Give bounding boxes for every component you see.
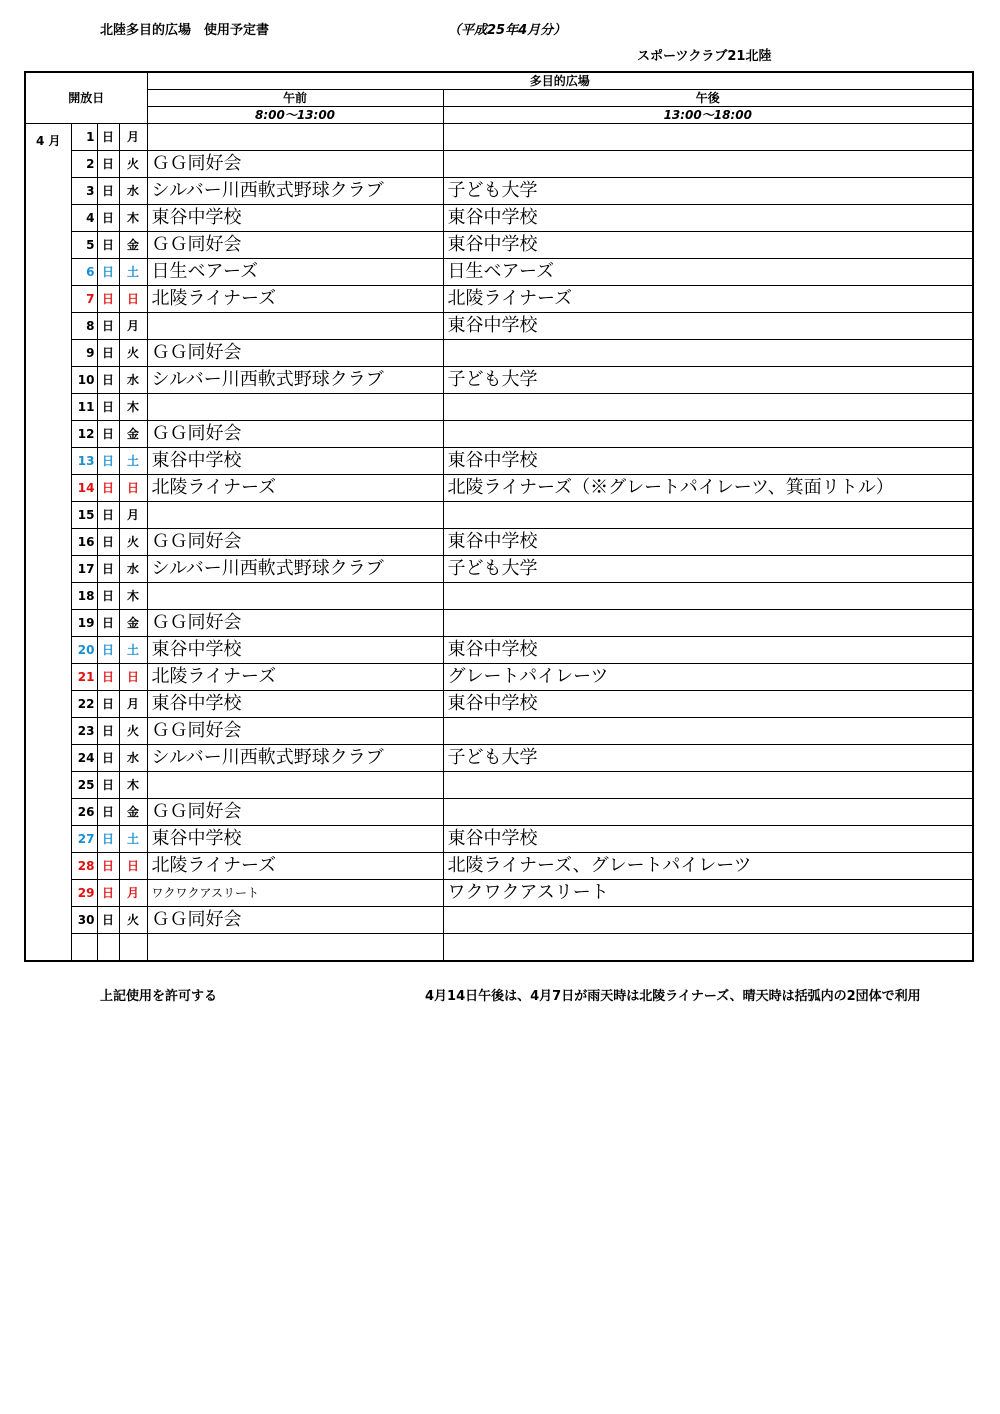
table-row bbox=[25, 259, 973, 286]
day-number: 29 bbox=[71, 880, 97, 907]
club-name: スポーツクラブ21北陸 bbox=[637, 49, 772, 64]
day-suffix: 日 bbox=[97, 232, 119, 259]
pm-booking: 子ども大学 bbox=[443, 556, 973, 583]
approval-text: 上記使用を許可する bbox=[100, 989, 218, 1004]
pm-booking: 東谷中学校 bbox=[443, 448, 973, 475]
day-suffix: 日 bbox=[97, 367, 119, 394]
weekday: 火 bbox=[119, 151, 147, 178]
schedule-table bbox=[24, 71, 974, 962]
pm-booking bbox=[443, 124, 973, 151]
day-number: 28 bbox=[71, 853, 97, 880]
day-number: 4 bbox=[71, 205, 97, 232]
am-header: 午前 bbox=[147, 90, 443, 107]
am-booking bbox=[147, 583, 443, 610]
am-booking: シルバー川西軟式野球クラブ bbox=[147, 745, 443, 772]
weekday: 日 bbox=[119, 286, 147, 313]
am-booking: 北陵ライナーズ bbox=[147, 853, 443, 880]
day-suffix: 日 bbox=[97, 502, 119, 529]
pm-header: 午後 bbox=[443, 90, 973, 107]
weekday: 金 bbox=[119, 421, 147, 448]
am-booking: ワクワクアスリート bbox=[147, 880, 443, 907]
am-booking: ＧＧ同好会 bbox=[147, 799, 443, 826]
table-row bbox=[25, 907, 973, 934]
table-row bbox=[25, 232, 973, 259]
day-suffix: 日 bbox=[97, 448, 119, 475]
weekday: 木 bbox=[119, 772, 147, 799]
pm-booking: 日生ベアーズ bbox=[443, 259, 973, 286]
table-row bbox=[25, 556, 973, 583]
pm-booking bbox=[443, 610, 973, 637]
am-booking bbox=[147, 124, 443, 151]
weekday: 日 bbox=[119, 853, 147, 880]
am-booking: 北陵ライナーズ bbox=[147, 664, 443, 691]
day-number: 13 bbox=[71, 448, 97, 475]
pm-booking: グレートパイレーツ bbox=[443, 664, 973, 691]
weekday: 火 bbox=[119, 340, 147, 367]
am-booking: シルバー川西軟式野球クラブ bbox=[147, 556, 443, 583]
day-number-empty bbox=[71, 934, 97, 962]
day-suffix: 日 bbox=[97, 664, 119, 691]
table-row bbox=[25, 448, 973, 475]
weekday: 木 bbox=[119, 394, 147, 421]
table-row bbox=[25, 637, 973, 664]
table-row bbox=[25, 124, 973, 151]
day-number: 7 bbox=[71, 286, 97, 313]
pm-booking bbox=[443, 718, 973, 745]
weekday: 木 bbox=[119, 205, 147, 232]
day-number: 1 bbox=[71, 124, 97, 151]
pm-time-range: 13:00～18:00 bbox=[443, 107, 973, 124]
day-number: 10 bbox=[71, 367, 97, 394]
am-booking: ＧＧ同好会 bbox=[147, 610, 443, 637]
day-suffix: 日 bbox=[97, 421, 119, 448]
am-booking bbox=[147, 772, 443, 799]
weekday: 日 bbox=[119, 664, 147, 691]
table-row bbox=[25, 799, 973, 826]
day-number: 22 bbox=[71, 691, 97, 718]
am-booking-empty bbox=[147, 934, 443, 962]
day-suffix: 日 bbox=[97, 853, 119, 880]
weekday: 火 bbox=[119, 529, 147, 556]
day-suffix: 日 bbox=[97, 286, 119, 313]
day-suffix: 日 bbox=[97, 772, 119, 799]
weekday: 土 bbox=[119, 637, 147, 664]
am-booking: 東谷中学校 bbox=[147, 691, 443, 718]
day-suffix: 日 bbox=[97, 583, 119, 610]
pm-booking bbox=[443, 772, 973, 799]
pm-booking: 子ども大学 bbox=[443, 745, 973, 772]
table-row bbox=[25, 718, 973, 745]
day-number: 8 bbox=[71, 313, 97, 340]
pm-booking bbox=[443, 340, 973, 367]
weekday: 月 bbox=[119, 502, 147, 529]
day-number: 23 bbox=[71, 718, 97, 745]
pm-booking bbox=[443, 394, 973, 421]
footnote-text: 4月14日午後は、4月7日が雨天時は北陵ライナーズ、晴天時は括弧内の2団体で利用 bbox=[425, 989, 921, 1004]
day-number: 2 bbox=[71, 151, 97, 178]
day-number: 15 bbox=[71, 502, 97, 529]
day-suffix: 日 bbox=[97, 880, 119, 907]
weekday: 金 bbox=[119, 799, 147, 826]
pm-booking: 東谷中学校 bbox=[443, 205, 973, 232]
day-number: 17 bbox=[71, 556, 97, 583]
am-booking bbox=[147, 313, 443, 340]
day-number: 26 bbox=[71, 799, 97, 826]
table-row bbox=[25, 880, 973, 907]
day-number: 11 bbox=[71, 394, 97, 421]
day-number: 9 bbox=[71, 340, 97, 367]
weekday: 金 bbox=[119, 232, 147, 259]
weekday: 水 bbox=[119, 178, 147, 205]
table-row bbox=[25, 664, 973, 691]
am-booking: ＧＧ同好会 bbox=[147, 151, 443, 178]
day-number: 16 bbox=[71, 529, 97, 556]
weekday: 土 bbox=[119, 448, 147, 475]
am-booking: ＧＧ同好会 bbox=[147, 421, 443, 448]
am-booking: ＧＧ同好会 bbox=[147, 340, 443, 367]
document-period: （平成25年4月分） bbox=[448, 23, 567, 38]
open-day-header: 開放日 bbox=[25, 72, 147, 124]
am-booking: 北陵ライナーズ bbox=[147, 286, 443, 313]
table-row bbox=[25, 826, 973, 853]
day-number: 5 bbox=[71, 232, 97, 259]
pm-booking: 北陵ライナーズ、グレートパイレーツ bbox=[443, 853, 973, 880]
document-title: 北陸多目的広場 使用予定書 bbox=[100, 23, 270, 38]
pm-booking-empty bbox=[443, 934, 973, 962]
day-suffix: 日 bbox=[97, 718, 119, 745]
day-number: 20 bbox=[71, 637, 97, 664]
am-booking: シルバー川西軟式野球クラブ bbox=[147, 367, 443, 394]
weekday: 月 bbox=[119, 313, 147, 340]
am-booking bbox=[147, 394, 443, 421]
day-suffix: 日 bbox=[97, 799, 119, 826]
am-booking bbox=[147, 502, 443, 529]
weekday-empty bbox=[119, 934, 147, 962]
am-booking: 東谷中学校 bbox=[147, 637, 443, 664]
table-row bbox=[25, 178, 973, 205]
weekday: 月 bbox=[119, 691, 147, 718]
weekday: 金 bbox=[119, 610, 147, 637]
weekday: 水 bbox=[119, 556, 147, 583]
pm-booking: 東谷中学校 bbox=[443, 313, 973, 340]
weekday: 水 bbox=[119, 367, 147, 394]
table-row bbox=[25, 367, 973, 394]
table-row bbox=[25, 475, 973, 502]
day-number: 30 bbox=[71, 907, 97, 934]
pm-booking bbox=[443, 151, 973, 178]
day-suffix: 日 bbox=[97, 259, 119, 286]
am-booking: ＧＧ同好会 bbox=[147, 529, 443, 556]
pm-booking: 子ども大学 bbox=[443, 178, 973, 205]
weekday: 木 bbox=[119, 583, 147, 610]
day-suffix: 日 bbox=[97, 475, 119, 502]
weekday: 火 bbox=[119, 718, 147, 745]
day-suffix: 日 bbox=[97, 313, 119, 340]
pm-booking: 東谷中学校 bbox=[443, 826, 973, 853]
table-row bbox=[25, 772, 973, 799]
weekday: 土 bbox=[119, 826, 147, 853]
day-suffix: 日 bbox=[97, 691, 119, 718]
am-booking: 日生ベアーズ bbox=[147, 259, 443, 286]
table-row bbox=[25, 934, 973, 962]
table-row bbox=[25, 502, 973, 529]
day-number: 24 bbox=[71, 745, 97, 772]
pm-booking: 子ども大学 bbox=[443, 367, 973, 394]
day-suffix: 日 bbox=[97, 907, 119, 934]
weekday: 水 bbox=[119, 745, 147, 772]
day-suffix: 日 bbox=[97, 394, 119, 421]
day-suffix: 日 bbox=[97, 637, 119, 664]
am-booking: 東谷中学校 bbox=[147, 205, 443, 232]
table-row bbox=[25, 313, 973, 340]
day-suffix-empty bbox=[97, 934, 119, 962]
day-suffix: 日 bbox=[97, 340, 119, 367]
pm-booking bbox=[443, 583, 973, 610]
weekday: 火 bbox=[119, 907, 147, 934]
table-row bbox=[25, 610, 973, 637]
pm-booking: ワクワクアスリート bbox=[443, 880, 973, 907]
day-suffix: 日 bbox=[97, 556, 119, 583]
am-booking: 東谷中学校 bbox=[147, 826, 443, 853]
table-row bbox=[25, 205, 973, 232]
am-booking: ＧＧ同好会 bbox=[147, 907, 443, 934]
am-booking: ＧＧ同好会 bbox=[147, 718, 443, 745]
day-suffix: 日 bbox=[97, 151, 119, 178]
am-booking: 北陵ライナーズ bbox=[147, 475, 443, 502]
table-row bbox=[25, 340, 973, 367]
day-suffix: 日 bbox=[97, 124, 119, 151]
pm-booking bbox=[443, 799, 973, 826]
am-time-range: 8:00～13:00 bbox=[147, 107, 443, 124]
day-suffix: 日 bbox=[97, 745, 119, 772]
table-row bbox=[25, 286, 973, 313]
weekday: 日 bbox=[119, 475, 147, 502]
am-booking: シルバー川西軟式野球クラブ bbox=[147, 178, 443, 205]
venue-header: 多目的広場 bbox=[147, 72, 973, 90]
month-label: 4 月 bbox=[25, 124, 71, 962]
day-suffix: 日 bbox=[97, 529, 119, 556]
table-row bbox=[25, 853, 973, 880]
table-row bbox=[25, 745, 973, 772]
day-number: 3 bbox=[71, 178, 97, 205]
am-booking: 東谷中学校 bbox=[147, 448, 443, 475]
day-number: 18 bbox=[71, 583, 97, 610]
day-number: 19 bbox=[71, 610, 97, 637]
pm-booking: 北陵ライナーズ（※グレートパイレーツ、箕面リトル） bbox=[443, 475, 973, 502]
day-number: 6 bbox=[71, 259, 97, 286]
table-row bbox=[25, 691, 973, 718]
table-row bbox=[25, 583, 973, 610]
am-booking: ＧＧ同好会 bbox=[147, 232, 443, 259]
day-suffix: 日 bbox=[97, 205, 119, 232]
day-number: 25 bbox=[71, 772, 97, 799]
pm-booking: 東谷中学校 bbox=[443, 529, 973, 556]
day-number: 12 bbox=[71, 421, 97, 448]
day-suffix: 日 bbox=[97, 826, 119, 853]
table-row bbox=[25, 421, 973, 448]
weekday: 月 bbox=[119, 880, 147, 907]
weekday: 月 bbox=[119, 124, 147, 151]
day-suffix: 日 bbox=[97, 178, 119, 205]
table-row bbox=[25, 151, 973, 178]
pm-booking: 東谷中学校 bbox=[443, 232, 973, 259]
pm-booking bbox=[443, 421, 973, 448]
day-number: 27 bbox=[71, 826, 97, 853]
day-number: 21 bbox=[71, 664, 97, 691]
pm-booking: 東谷中学校 bbox=[443, 691, 973, 718]
weekday: 土 bbox=[119, 259, 147, 286]
table-row bbox=[25, 529, 973, 556]
day-number: 14 bbox=[71, 475, 97, 502]
pm-booking: 北陵ライナーズ bbox=[443, 286, 973, 313]
table-row bbox=[25, 394, 973, 421]
pm-booking: 東谷中学校 bbox=[443, 637, 973, 664]
pm-booking bbox=[443, 502, 973, 529]
pm-booking bbox=[443, 907, 973, 934]
day-suffix: 日 bbox=[97, 610, 119, 637]
